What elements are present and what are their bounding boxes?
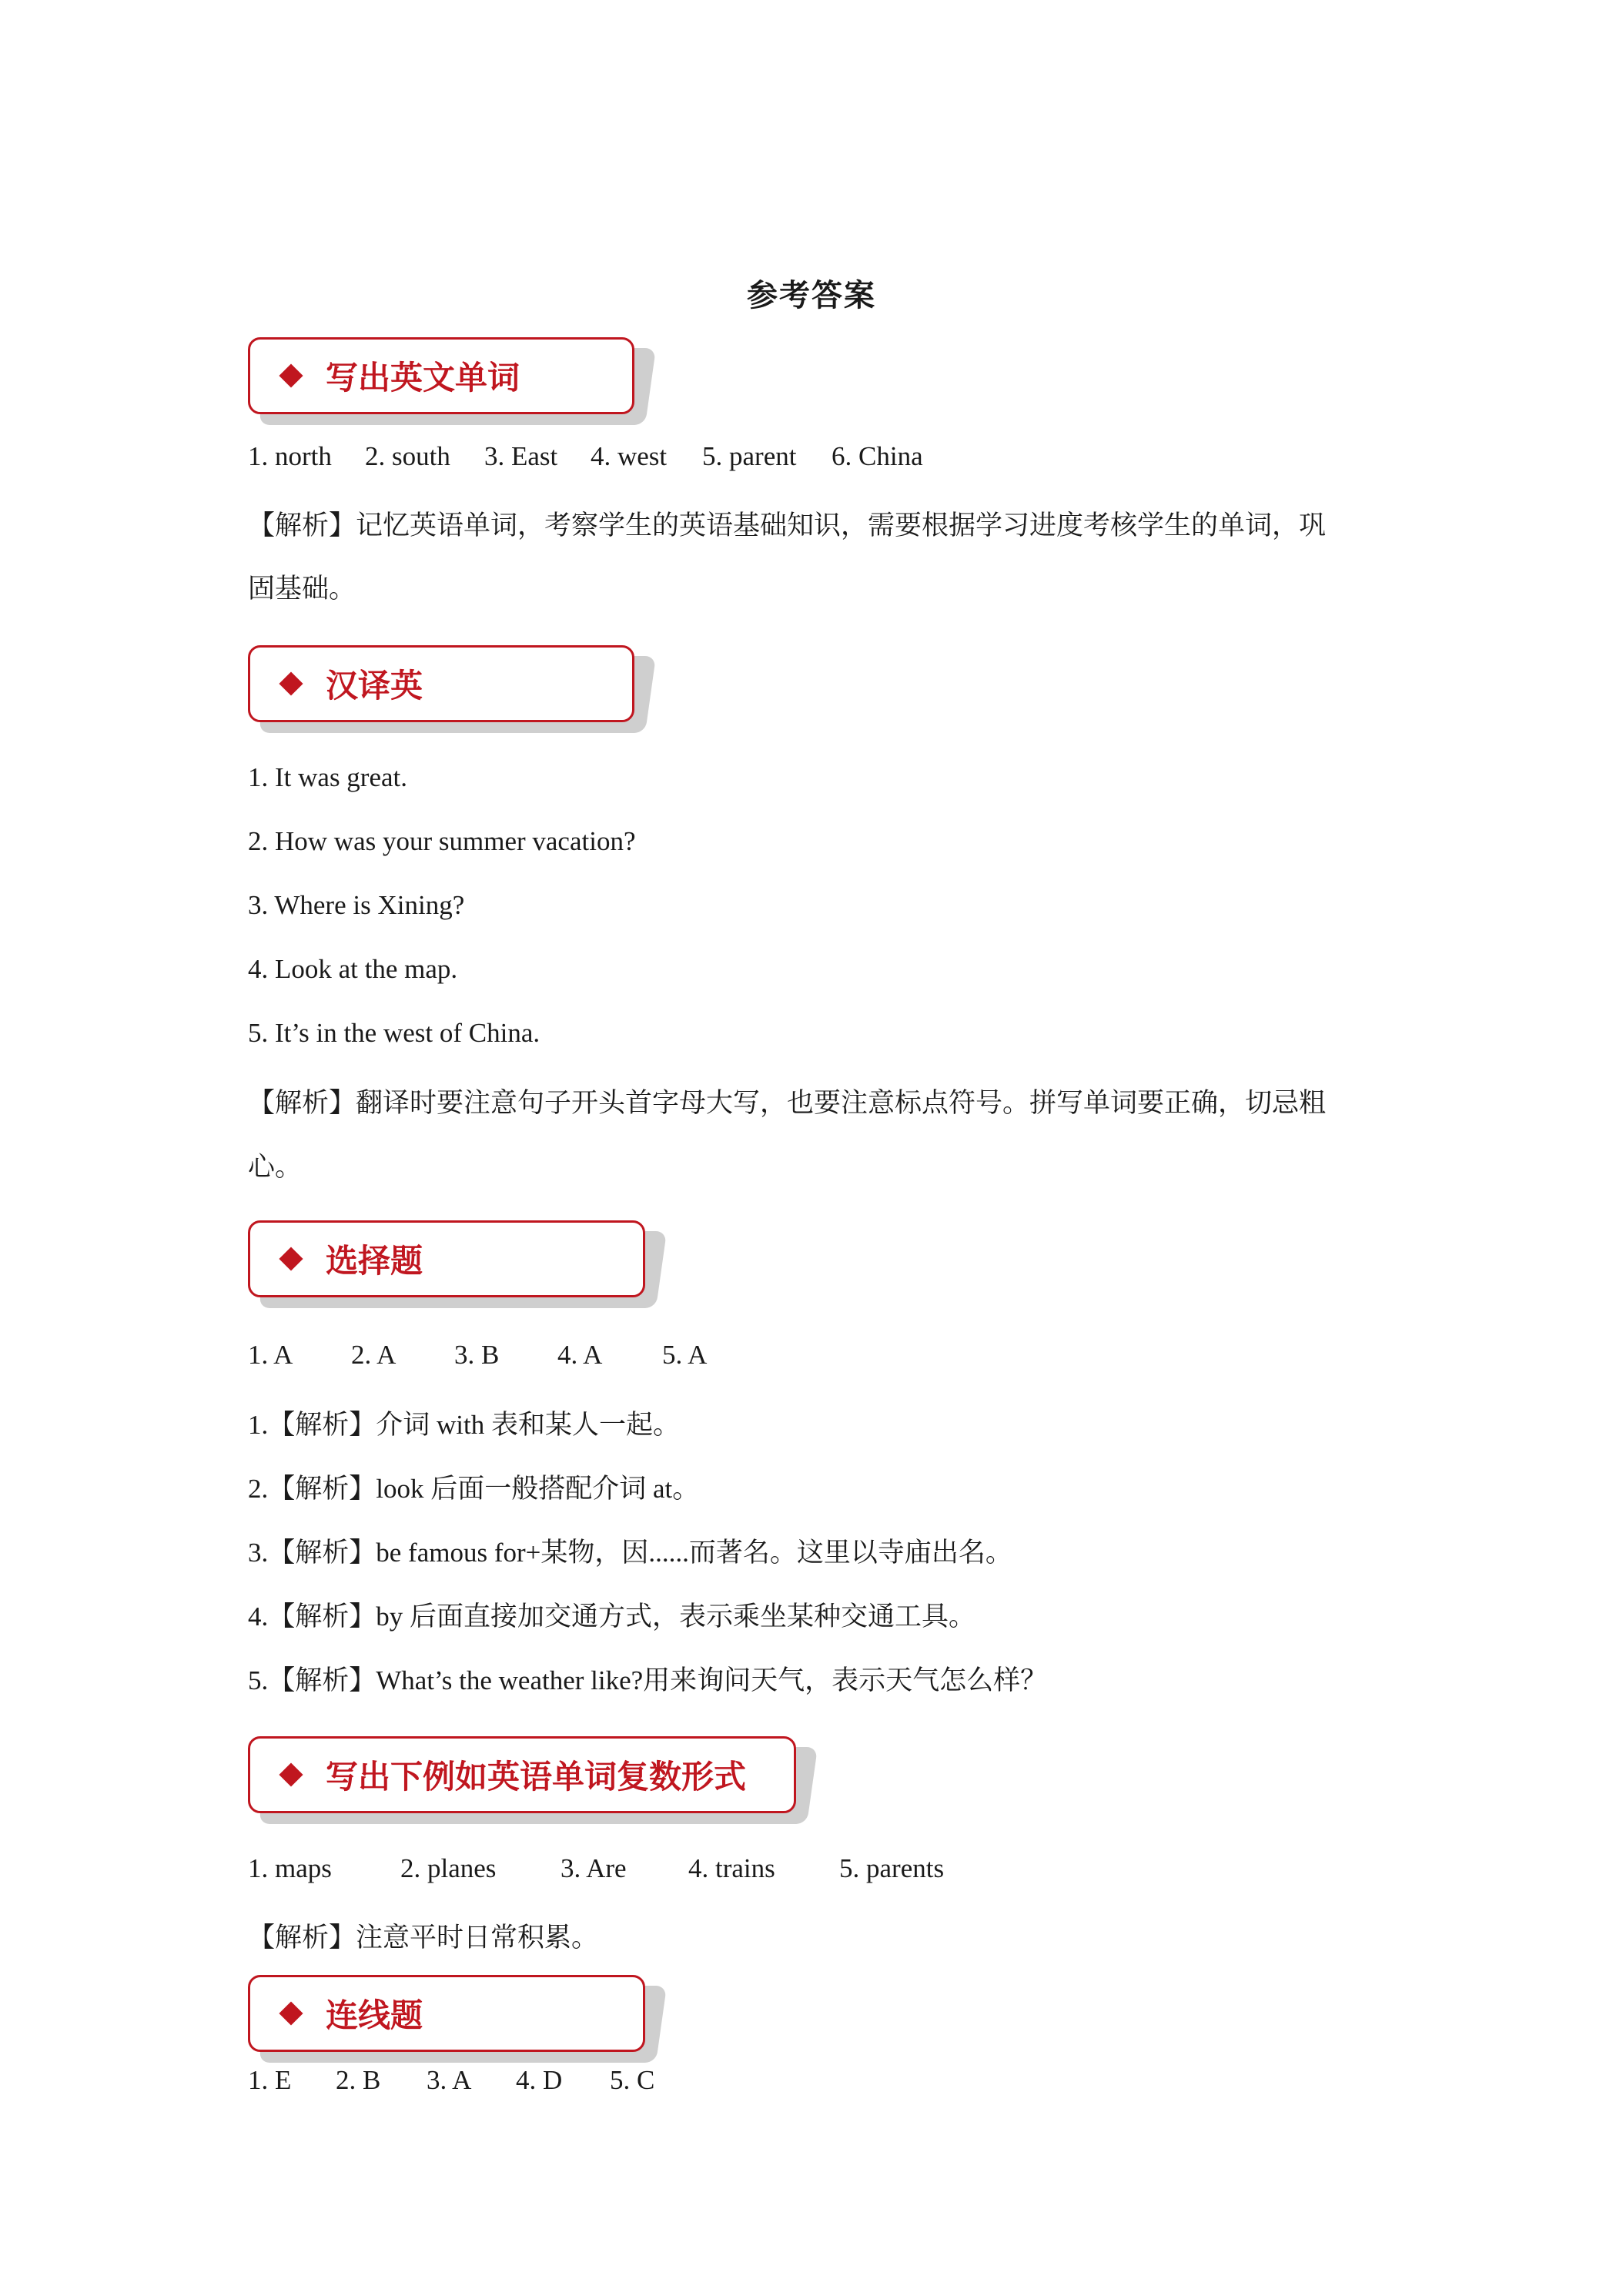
translation-line: 5. It’s in the west of China. xyxy=(248,1018,540,1048)
diamond-icon xyxy=(279,1762,303,1786)
section-header-matching xyxy=(248,1975,645,2052)
answer-item: 5. A xyxy=(662,1340,708,1370)
answer-item: 2. south xyxy=(365,441,450,471)
answer-item: 5. parent xyxy=(702,441,797,471)
analysis-text: 【解析】记忆英语单词，考察学生的英语基础知识，需要根据学习进度考核学生的单词，巩 xyxy=(248,510,1327,541)
answer-item: 3. A xyxy=(427,2065,472,2095)
diamond-icon xyxy=(279,2001,303,2025)
page-title: 参考答案 xyxy=(747,278,876,313)
section-heading: 选择题 xyxy=(326,1242,423,1280)
analysis-text: 心。 xyxy=(248,1152,303,1182)
answer-item: 2. B xyxy=(336,2065,381,2095)
explanation-line: 3.【解析】be famous for+某物，因......而著名。这里以寺庙出名。 xyxy=(248,1538,1012,1568)
answer-row xyxy=(248,2065,654,2096)
answer-item: 2. A xyxy=(351,1340,397,1370)
section-heading: 汉译英 xyxy=(326,667,423,705)
section-heading: 写出下例如英语单词复数形式 xyxy=(326,1758,747,1796)
explanation-line: 5.【解析】What’s the weather like?用来询问天气，表示天气怎么样？ xyxy=(248,1665,1048,1695)
answer-item: 4. D xyxy=(516,2065,563,2095)
answer-item: 1. A xyxy=(248,1340,293,1370)
translation-line: 3. Where is Xining? xyxy=(248,890,465,920)
answer-item: 1. maps xyxy=(248,1853,332,1883)
answer-item: 3. B xyxy=(454,1340,500,1370)
translation-line: 2. How was your summer vacation? xyxy=(248,826,636,856)
explanation-line: 1.【解析】介词 with 表和某人一起。 xyxy=(248,1410,680,1440)
section-heading: 连线题 xyxy=(326,1996,423,2034)
section-heading: 写出英文单词 xyxy=(326,359,520,397)
section-header-translate xyxy=(248,645,634,722)
answer-item: 1. E xyxy=(248,2065,292,2095)
answer-row xyxy=(248,1340,707,1371)
answer-row xyxy=(248,1853,944,1884)
translation-line: 1. It was great. xyxy=(248,762,408,792)
answer-item: 4. west xyxy=(591,441,668,471)
answer-item: 5. parents xyxy=(839,1853,945,1883)
answer-item: 1. north xyxy=(248,441,332,471)
answer-item: 3. East xyxy=(484,441,558,471)
analysis-text: 【解析】翻译时要注意句子开头首字母大写，也要注意标点符号。拼写单词要正确，切忌粗 xyxy=(248,1088,1327,1118)
explanation-line: 2.【解析】look 后面一般搭配介词 at。 xyxy=(248,1474,700,1504)
analysis-text: 固基础。 xyxy=(248,574,356,604)
diamond-icon xyxy=(279,671,303,695)
answer-item: 4. A xyxy=(557,1340,603,1370)
analysis-text: 【解析】注意平时日常积累。 xyxy=(248,1923,599,1953)
diamond-icon xyxy=(279,1247,303,1270)
answer-item: 2. planes xyxy=(400,1853,497,1883)
section-header-plural xyxy=(248,1736,796,1813)
diamond-icon xyxy=(279,363,303,387)
answer-item: 6. China xyxy=(832,441,923,471)
translation-line: 4. Look at the map. xyxy=(248,954,458,984)
section-header-write-words xyxy=(248,337,634,414)
answer-item: 3. Are xyxy=(561,1853,627,1883)
answer-item: 4. trains xyxy=(688,1853,775,1883)
explanation-line: 4.【解析】by 后面直接加交通方式，表示乘坐某种交通工具。 xyxy=(248,1602,976,1632)
answer-item: 5. C xyxy=(610,2065,655,2095)
answer-row xyxy=(248,441,923,472)
section-header-choice xyxy=(248,1220,645,1297)
